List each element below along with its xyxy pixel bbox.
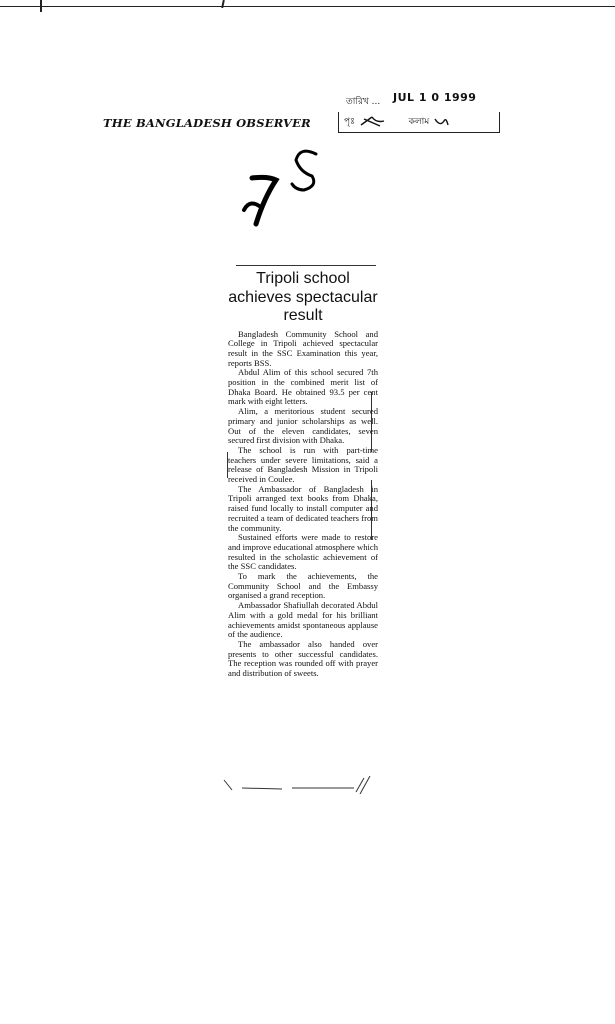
stamp-page-label: পৃঃ (344, 117, 355, 127)
scan-mark (40, 0, 42, 12)
stamp-column-label: কলাম (408, 117, 430, 127)
article-paragraph: The school is run with part-time teachers under severe limitations, said a release of Bangladesh Mission in Tripoli received in Coulee. (228, 444, 378, 485)
clipping-stamp (338, 90, 500, 136)
article-paragraph: The ambassador also handed over presents to other successful candidates. The reception was rounded off with prayer and distribution of sweets. (228, 639, 378, 679)
handwritten-mark-icon (432, 115, 452, 129)
news-clipping (228, 262, 378, 679)
article-paragraph: Sustained efforts were made to restore and improve educational atmosphere which resulted in the scholastic achievement of the SSC candidates. (228, 532, 378, 572)
stamp-date-prefix: তারিখ ... (346, 97, 381, 107)
scan-edge-line (0, 6, 615, 7)
article-headline: Tripoli school achieves spectacular result (228, 270, 378, 324)
article-paragraph: To mark the achievements, the Community School and the Embassy organised a grand reception. (228, 571, 378, 601)
clipping-torn-edge-icon (222, 776, 372, 796)
handwritten-number-75-icon (238, 142, 328, 242)
handwritten-initial-icon (358, 115, 388, 129)
article-paragraph: Alim, a meritorious student secured primary and junior scholarships as well. Out of the eleven candidates, seven secured first division with Dhaka. (228, 406, 378, 446)
newspaper-masthead: THE BANGLADESH OBSERVER (103, 116, 311, 130)
article-body (228, 330, 378, 679)
article-paragraph: Ambassador Shafiullah decorated Abdul Alim with a gold medal for his brilliant achievements amidst spontaneous applause of the audience. (228, 600, 378, 640)
stamp-page-column (344, 114, 452, 129)
article-paragraph: The Ambassador of Bangladesh in Tripoli arranged text books from Dhaka, raised fund locally to install computer and recruited a team of dedicated teachers from the community. (228, 483, 378, 533)
stamp-date: JUL 1 0 1999 (393, 91, 477, 104)
article-paragraph: Bangladesh Community School and College in Tripoli achieved spectacular result in the SSC Examination this year, reports BSS. (228, 328, 378, 368)
article-paragraph: Abdul Alim of this school secured 7th position in the combined merit list of Dhaka Board. He obtained 93.5 per cent mark with eight letters. (228, 367, 378, 407)
